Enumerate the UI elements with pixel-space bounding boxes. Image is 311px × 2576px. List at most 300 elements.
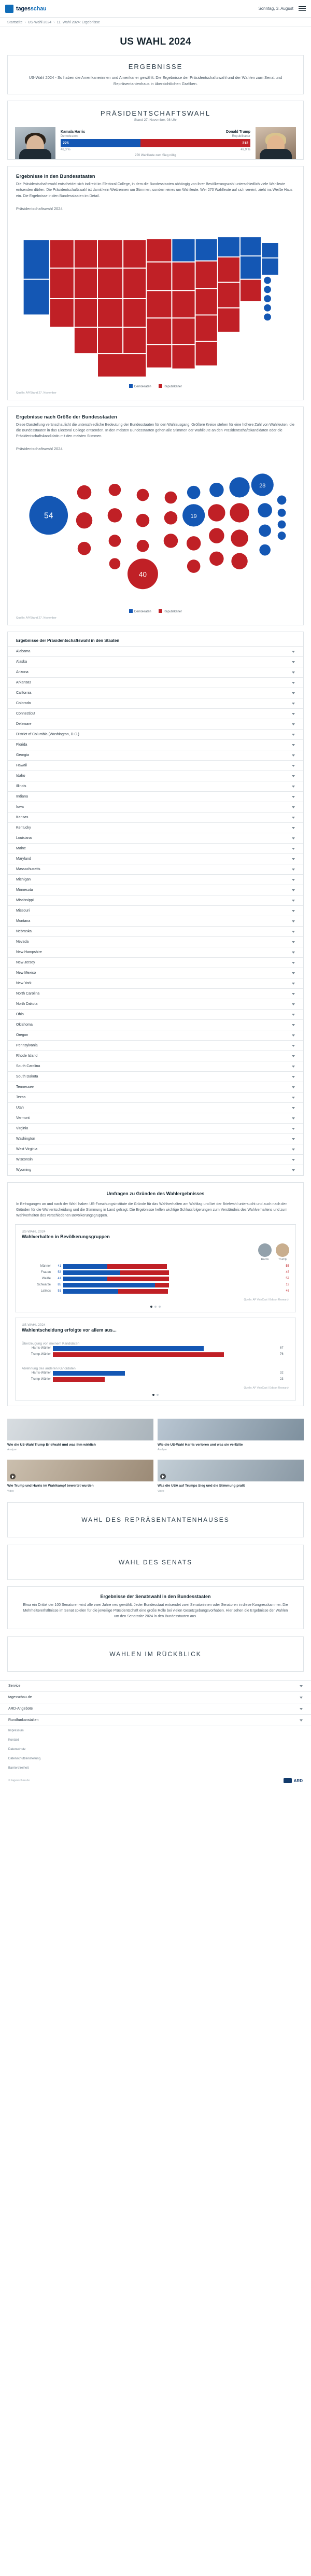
state-label: North Dakota — [16, 1002, 38, 1006]
poll-bar-label: Trump-Wähler — [31, 1353, 51, 1356]
harris-electors: 226 — [61, 139, 140, 147]
chevron-down-icon[interactable] — [292, 754, 295, 757]
ard-mark-icon — [284, 1778, 292, 1783]
poll-bar-label: Schwarze — [37, 1283, 51, 1287]
map1-source: Quelle: AP/Stand 27. November — [16, 391, 56, 395]
card1-harris — [258, 1243, 272, 1261]
chevron-down-icon[interactable] — [292, 796, 295, 798]
senate-text-block — [7, 1586, 304, 1630]
ard-label: ARD — [293, 1778, 303, 1783]
state-accordion-item[interactable] — [8, 978, 303, 989]
state-label: Alaska — [16, 660, 27, 664]
state-accordion-item[interactable] — [8, 1082, 303, 1093]
chevron-down-icon[interactable] — [292, 879, 295, 881]
map2-legend — [13, 607, 298, 614]
state-accordion-item[interactable] — [8, 813, 303, 823]
state-accordion-item[interactable] — [8, 1124, 303, 1134]
electors-article-body: Die Präsidentschaftswahl entscheidet sich indirekt im Electoral College, in dem die Bundesstaaten abhängig von ihrer Bevölkerungszahl unterschiedlich viele Wahlleute entsenden dürfen. Die Präsidentschaftswahl ist damit kein Wettrennen um Stimmen, sondern eines um Wahlleute. Wer 270 Wahlleute auf sich vereint, zieht ins Weiße Haus ein. Die Ergebnisse in den Bundesstaaten im Detail. — [16, 183, 293, 198]
chevron-down-icon[interactable] — [292, 1159, 295, 1161]
poll-bar-track — [63, 1289, 279, 1294]
state-label: Oklahoma — [16, 1023, 33, 1027]
state-accordion-item[interactable] — [8, 968, 303, 978]
poll-bar-label: Weiße — [41, 1277, 51, 1281]
state-label: Louisiana — [16, 836, 32, 841]
poll-card-motivation — [15, 1318, 296, 1401]
teaser-1[interactable] — [158, 1419, 304, 1451]
states-map-section — [7, 166, 304, 400]
state-accordion-item[interactable] — [8, 947, 303, 958]
us-map-states[interactable] — [13, 214, 298, 382]
harris-portrait — [15, 127, 55, 159]
state-accordion-item[interactable] — [8, 1010, 303, 1020]
chevron-down-icon[interactable] — [300, 1685, 303, 1687]
chevron-down-icon[interactable] — [292, 837, 295, 839]
chevron-down-icon[interactable] — [292, 1117, 295, 1119]
chevron-down-icon[interactable] — [292, 1024, 295, 1026]
card2-source: Quelle: AP VoteCast / Edison Research — [244, 1386, 289, 1390]
chevron-down-icon[interactable] — [292, 858, 295, 860]
trump-party: Republikaner — [232, 135, 250, 138]
state-label: Arkansas — [16, 681, 32, 685]
harris-value: 53 — [58, 1271, 61, 1275]
poll-bar-fill — [53, 1377, 105, 1382]
ard-logo[interactable] — [284, 1778, 303, 1783]
state-accordion-item[interactable] — [8, 750, 303, 761]
teaser-image — [158, 1460, 304, 1481]
card1-pagination[interactable] — [16, 1306, 295, 1312]
state-accordion-item[interactable] — [8, 854, 303, 864]
chevron-down-icon[interactable] — [292, 848, 295, 850]
state-accordion-item[interactable] — [8, 771, 303, 781]
states-accordion-title: Ergebnisse der Präsidentschaftswahl in den Staaten — [16, 638, 120, 643]
state-accordion-item[interactable] — [8, 657, 303, 667]
play-icon[interactable] — [10, 1474, 16, 1479]
state-label: New Hampshire — [16, 950, 42, 955]
chevron-down-icon[interactable] — [292, 661, 295, 663]
poll-bar-row — [22, 1377, 289, 1382]
chevron-down-icon[interactable] — [292, 703, 295, 705]
breadcrumb-separator: › — [24, 21, 26, 24]
chevron-down-icon[interactable] — [292, 1169, 295, 1171]
harris-value: 41 — [58, 1265, 61, 1268]
chevron-down-icon[interactable] — [292, 869, 295, 871]
chevron-down-icon[interactable] — [292, 1066, 295, 1068]
card2-group2-bars — [16, 1371, 295, 1387]
state-accordion-item[interactable] — [8, 895, 303, 906]
state-label: Oregon — [16, 1033, 29, 1038]
chevron-down-icon[interactable] — [292, 941, 295, 943]
state-accordion-item[interactable] — [8, 688, 303, 698]
poll-bar-track — [53, 1377, 278, 1382]
brand-text-right: schau — [30, 5, 47, 12]
results-heading: ERGEBNISSE — [128, 63, 183, 71]
card2-title: Wahlentscheidung erfolgte vor allem aus... — [22, 1327, 117, 1333]
trump-bar — [107, 1264, 166, 1269]
pagination-dot[interactable] — [157, 1394, 159, 1396]
chevron-down-icon[interactable] — [292, 931, 295, 933]
chevron-down-icon[interactable] — [292, 972, 295, 974]
chevron-down-icon[interactable] — [292, 827, 295, 829]
harris-party: Demokraten — [61, 135, 78, 138]
chevron-down-icon[interactable] — [292, 983, 295, 985]
poll-bar-track — [53, 1346, 278, 1351]
chevron-down-icon[interactable] — [292, 671, 295, 674]
state-accordion-item[interactable] — [8, 1020, 303, 1030]
card2-group1-label: Überzeugung von meinem Kandidaten — [22, 1341, 79, 1346]
poll-bar-fill — [53, 1371, 125, 1376]
chevron-down-icon[interactable] — [292, 920, 295, 922]
teaser-title: Wie Trump und Harris im Wahlkampf bewertet wurden — [7, 1484, 94, 1488]
poll-bar-track — [63, 1270, 279, 1275]
legend-republicans: Republikaner — [159, 384, 182, 388]
chevron-down-icon[interactable] — [292, 951, 295, 954]
state-accordion-item[interactable] — [8, 1155, 303, 1165]
chevron-down-icon[interactable] — [292, 900, 295, 902]
trump-portrait — [256, 127, 296, 159]
state-label: Delaware — [16, 722, 32, 726]
teaser-0[interactable] — [7, 1419, 153, 1451]
chevron-down-icon[interactable] — [292, 1034, 295, 1037]
teaser-2[interactable] — [7, 1460, 153, 1492]
poll-bar-label: Trump-Wähler — [31, 1378, 51, 1381]
footer-link-list — [0, 1726, 311, 1773]
polls-heading: Umfragen zu Gründen des Wahlergebnisses — [106, 1191, 205, 1197]
trump-value: 57 — [286, 1277, 289, 1281]
state-accordion-item[interactable] — [8, 1103, 303, 1113]
teaser-meta: Video — [158, 1489, 164, 1493]
top-bar — [0, 0, 311, 18]
poll-bar-label: Frauen — [40, 1271, 51, 1275]
chevron-down-icon[interactable] — [292, 713, 295, 715]
poll-bar-track — [53, 1371, 278, 1376]
chevron-down-icon[interactable] — [292, 889, 295, 891]
state-label: Connecticut — [16, 712, 35, 716]
state-accordion-item[interactable] — [8, 1144, 303, 1155]
bubble-map[interactable] — [8, 453, 303, 617]
state-label: Colorado — [16, 702, 31, 706]
footer-section-item[interactable] — [0, 1715, 311, 1726]
trump-bar — [155, 1283, 169, 1287]
play-icon[interactable] — [160, 1474, 166, 1479]
footer — [0, 1680, 311, 1790]
pagination-dot[interactable] — [154, 1306, 157, 1308]
chevron-down-icon[interactable] — [292, 1138, 295, 1140]
state-label: Wyoming — [16, 1168, 32, 1172]
state-label: Illinois — [16, 785, 26, 789]
teaser-title: Wie die US-Wahl Harris verloren und was sie verfällte — [158, 1443, 243, 1447]
chevron-down-icon[interactable] — [292, 744, 295, 746]
state-accordion-item[interactable] — [8, 719, 303, 730]
senate-text-title: Ergebnisse der Senatswahl in den Bundesstaaten — [100, 1593, 211, 1599]
state-accordion-item[interactable] — [8, 958, 303, 968]
state-accordion-item[interactable] — [8, 1061, 303, 1072]
brand-text — [16, 6, 47, 12]
chevron-down-icon[interactable] — [292, 723, 295, 725]
pagination-dot[interactable] — [159, 1306, 161, 1308]
state-accordion-item[interactable] — [8, 833, 303, 844]
chevron-down-icon[interactable] — [292, 817, 295, 819]
footer-section-list — [0, 1681, 311, 1726]
page-title: US WAHL 2024 — [120, 36, 191, 47]
chevron-down-icon[interactable] — [292, 806, 295, 808]
state-accordion-item[interactable] — [8, 906, 303, 916]
state-label: Iowa — [16, 805, 24, 809]
state-accordion-item[interactable] — [8, 937, 303, 947]
state-label: Idaho — [16, 774, 25, 778]
chevron-down-icon[interactable] — [292, 1107, 295, 1109]
state-accordion-item[interactable] — [8, 823, 303, 833]
trump-value: 55 — [286, 1265, 289, 1268]
footer-link[interactable]: Datenschutzeinstellung — [8, 1757, 41, 1761]
chevron-down-icon[interactable] — [292, 1003, 295, 1005]
tagesschau-logo-icon — [5, 5, 13, 13]
chevron-down-icon[interactable] — [292, 993, 295, 995]
state-accordion-item[interactable] — [8, 667, 303, 678]
candidate-trump — [256, 127, 296, 159]
state-label: Maine — [16, 847, 26, 851]
chevron-down-icon[interactable] — [292, 692, 295, 694]
poll-bar-row — [22, 1283, 289, 1287]
hamburger-icon[interactable] — [299, 6, 306, 11]
poll-bar-track — [63, 1277, 279, 1281]
state-label: North Carolina — [16, 992, 40, 996]
trump-thumb — [276, 1243, 289, 1257]
teaser-meta: Analyse — [158, 1448, 167, 1452]
chevron-down-icon[interactable] — [292, 1086, 295, 1088]
state-accordion-item[interactable] — [8, 1041, 303, 1051]
trump-bar — [120, 1270, 169, 1275]
choropleth-map[interactable] — [8, 213, 303, 391]
state-label: Kansas — [16, 816, 29, 820]
state-label: Utah — [16, 1106, 24, 1110]
state-accordion-item[interactable] — [8, 730, 303, 740]
chevron-down-icon[interactable] — [292, 775, 295, 777]
state-accordion-item[interactable] — [8, 1072, 303, 1082]
poll-bar-value: 32 — [280, 1371, 284, 1375]
poll-bar-row — [22, 1277, 289, 1281]
us-map-bubbles[interactable] — [13, 454, 298, 607]
footer-section-label: Service — [8, 1684, 21, 1688]
state-accordion-item[interactable] — [8, 864, 303, 875]
card2-kicker: US-WAHL 2024 — [22, 1323, 46, 1327]
card2-group2-label: Ablehnung des anderen Kandidaten — [22, 1366, 76, 1370]
state-accordion-item[interactable] — [8, 698, 303, 709]
footer-section-label: Rundfunkanstalten — [8, 1718, 39, 1723]
state-accordion-item[interactable] — [8, 761, 303, 771]
pagination-dot[interactable] — [150, 1306, 152, 1308]
poll-bar-value: 23 — [280, 1378, 284, 1381]
state-accordion-item[interactable] — [8, 802, 303, 813]
chevron-down-icon[interactable] — [292, 1128, 295, 1130]
state-label: Arizona — [16, 670, 29, 675]
poll-bar-row — [22, 1264, 289, 1269]
bar-caption: 270 Wahlleute zum Sieg nötig — [135, 154, 176, 158]
breadcrumb-item-1[interactable]: US-Wahl 2024 — [27, 21, 52, 24]
svg-text:54: 54 — [44, 512, 53, 521]
electors-article-title: Ergebnisse in den Bundesstaaten — [16, 174, 95, 180]
breadcrumb-item-0[interactable]: Startseite — [7, 21, 23, 24]
candidate-harris — [15, 127, 55, 159]
chevron-down-icon[interactable] — [292, 1076, 295, 1078]
trump-value: 46 — [286, 1290, 289, 1293]
chevron-down-icon[interactable] — [292, 1014, 295, 1016]
chevron-down-icon[interactable] — [300, 1697, 303, 1699]
chevron-down-icon[interactable] — [292, 651, 295, 653]
state-label: Virginia — [16, 1127, 29, 1131]
elector-bar — [61, 139, 250, 147]
state-label: New York — [16, 982, 32, 986]
map2-source: Quelle: AP/Stand 27. November — [16, 617, 56, 620]
harris-value: 41 — [58, 1277, 61, 1281]
svg-text:40: 40 — [138, 571, 147, 579]
footer-link[interactable]: Impressum — [8, 1729, 24, 1733]
harris-value: 51 — [58, 1290, 61, 1293]
state-accordion-item[interactable] — [8, 740, 303, 750]
bubble-map-section — [7, 407, 304, 625]
state-accordion-item[interactable] — [8, 792, 303, 802]
state-label: Minnesota — [16, 888, 33, 892]
trump-name: Donald Trump — [225, 130, 250, 134]
teaser-meta: Analyse — [7, 1448, 17, 1452]
chevron-down-icon[interactable] — [292, 734, 295, 736]
state-accordion-item[interactable] — [8, 678, 303, 688]
poll-bar-label: Männer — [40, 1265, 51, 1268]
footer-section-item[interactable] — [0, 1703, 311, 1715]
state-accordion-item[interactable] — [8, 844, 303, 854]
card2-group1-bars — [16, 1346, 295, 1362]
footer-section-label: tagesschau.de — [8, 1696, 32, 1700]
results-section — [7, 55, 304, 94]
teaser-image — [7, 1419, 153, 1440]
candidate-row — [8, 127, 303, 159]
card1-kicker: US-WAHL 2024 — [22, 1229, 46, 1234]
teaser-image — [158, 1419, 304, 1440]
chevron-down-icon[interactable] — [292, 962, 295, 964]
state-accordion-item[interactable] — [8, 1051, 303, 1061]
footer-section-item[interactable] — [0, 1692, 311, 1703]
svg-text:19: 19 — [190, 513, 197, 520]
chevron-down-icon[interactable] — [292, 786, 295, 788]
legend-republicans: Republikaner — [159, 609, 182, 613]
state-label: California — [16, 691, 32, 695]
trump-bar — [107, 1277, 169, 1281]
harris-bar — [63, 1289, 118, 1294]
size-article-body: Diese Darstellung veränschaulicht die unterschiedliche Bedeutung der Bundesstaaten für den Wahlausgang. Größere Kreise stehen für eine höhere Zahl von Wahlleuten, die die Bundesstaaten in das Electoral College entsenden. In den meisten Bundesstaaten gehen alle Stimmen der Wahlleute an den Präsidentschaftskandidaten oder die Präsidentschaftskandidatin mit den meisten Stimmen. — [16, 423, 294, 439]
footer-link[interactable]: Barrierefreiheit — [8, 1767, 29, 1770]
state-accordion-item[interactable] — [8, 999, 303, 1010]
chevron-down-icon[interactable] — [300, 1719, 303, 1721]
state-label: Florida — [16, 743, 27, 747]
chevron-down-icon[interactable] — [292, 1055, 295, 1057]
footer-section-item[interactable] — [0, 1681, 311, 1692]
state-accordion-item[interactable] — [8, 1030, 303, 1041]
state-label: South Dakota — [16, 1075, 38, 1079]
state-accordion-item[interactable] — [8, 885, 303, 895]
pagination-dot[interactable] — [152, 1394, 154, 1396]
card2-pagination[interactable] — [16, 1394, 295, 1400]
state-accordion-item[interactable] — [8, 916, 303, 927]
state-label: Rhode Island — [16, 1054, 38, 1058]
card1-source: Quelle: AP VoteCast / Edison Research — [244, 1298, 289, 1301]
harris-value: 85 — [58, 1283, 61, 1287]
state-accordion-item[interactable] — [8, 1134, 303, 1144]
state-label: District of Columbia (Washington, D.C.) — [16, 733, 79, 737]
president-heading: PRÄSIDENTSCHAFTSWAHL — [100, 109, 211, 118]
size-article-title: Ergebnisse nach Größe der Bundesstaaten — [16, 414, 117, 420]
state-accordion-item[interactable] — [8, 989, 303, 999]
state-label: New Mexico — [16, 971, 36, 975]
chevron-down-icon[interactable] — [300, 1708, 303, 1710]
state-label: Ohio — [16, 1013, 24, 1017]
state-label: Texas — [16, 1096, 26, 1100]
state-label: Mississippi — [16, 899, 34, 903]
state-accordion-item[interactable] — [8, 1113, 303, 1124]
chevron-down-icon[interactable] — [292, 1097, 295, 1099]
state-label: Kentucky — [16, 826, 31, 830]
card1-bars — [16, 1264, 295, 1298]
footer-link[interactable]: Kontakt — [8, 1739, 19, 1742]
map1-sublabel: Präsidentschaftswahl 2024 — [16, 206, 63, 211]
poll-bar-track — [63, 1283, 279, 1287]
state-accordion-item[interactable] — [8, 1093, 303, 1103]
brand-logo-link[interactable] — [5, 5, 47, 13]
trump-pct: 49,9 % — [241, 148, 250, 152]
poll-bar-fill — [53, 1346, 204, 1351]
state-label: Wisconsin — [16, 1158, 33, 1162]
senate-text-body: Etwa ein Drittel der 100 Senatoren wird alle zwei Jahre neu gewählt. Jeder Bundesstaat entsendet zwei Senatorinnen oder Senatoren in diese Kongresskammer. Die Mehrheitsverhältnisse im Senat spielen für die jeweilige Präsidentschaft eine große Rolle bei vielen Gesetzgebungsvorhaben. Hier sehen die Ergebnisse der Wahlen um den Senatssitz 2024 in den Bundesstaaten aus. — [23, 1603, 288, 1618]
legend-democrats: Demokraten — [129, 384, 151, 388]
harris-pct: 48,3 % — [61, 148, 70, 152]
state-accordion-item[interactable] — [8, 927, 303, 937]
teaser-grid-row1 — [0, 1412, 311, 1453]
state-accordion-item[interactable] — [8, 875, 303, 885]
states-accordion-list — [8, 646, 303, 1175]
state-accordion-item[interactable] — [8, 1165, 303, 1175]
trump-value: 45 — [286, 1271, 289, 1275]
footer-link[interactable]: Datenschutz — [8, 1748, 26, 1752]
state-label: Massachusetts — [16, 867, 40, 872]
teaser-3[interactable] — [158, 1460, 304, 1492]
state-accordion-item[interactable] — [8, 647, 303, 657]
results-text: US-Wahl 2024 - So haben die Amerikanerinnen und Amerikaner gewählt: Die Ergebnisse der Präsidentschaftswahl und der Wahlen zum Senat und Repräsentantenhaus in übersichtlichen Grafiken. — [29, 75, 282, 86]
poll-bar-row — [22, 1346, 289, 1351]
state-label: West Virginia — [16, 1147, 37, 1152]
teaser-grid-row2 — [0, 1453, 311, 1494]
poll-card-groups — [15, 1224, 296, 1312]
state-label: Pennsylvania — [16, 1044, 38, 1048]
state-accordion-item[interactable] — [8, 781, 303, 792]
chevron-down-icon[interactable] — [292, 1045, 295, 1047]
state-accordion-item[interactable] — [8, 709, 303, 719]
chevron-down-icon[interactable] — [292, 1149, 295, 1151]
card1-candidates — [16, 1243, 295, 1264]
trump-thumb-label: Trump — [278, 1257, 287, 1261]
state-label: Alabama — [16, 650, 31, 654]
map1-legend — [13, 382, 298, 389]
chevron-down-icon[interactable] — [292, 910, 295, 912]
chevron-down-icon[interactable] — [292, 765, 295, 767]
poll-bar-value: 67 — [280, 1347, 284, 1350]
state-label: Nevada — [16, 940, 29, 944]
state-label: Indiana — [16, 795, 28, 799]
svg-text:28: 28 — [259, 483, 266, 489]
states-accordion-section — [7, 632, 304, 1176]
state-label: Maryland — [16, 857, 31, 861]
state-label: Nebraska — [16, 930, 32, 934]
state-label: Vermont — [16, 1116, 30, 1121]
chevron-down-icon[interactable] — [292, 682, 295, 684]
harris-bar — [63, 1270, 120, 1275]
